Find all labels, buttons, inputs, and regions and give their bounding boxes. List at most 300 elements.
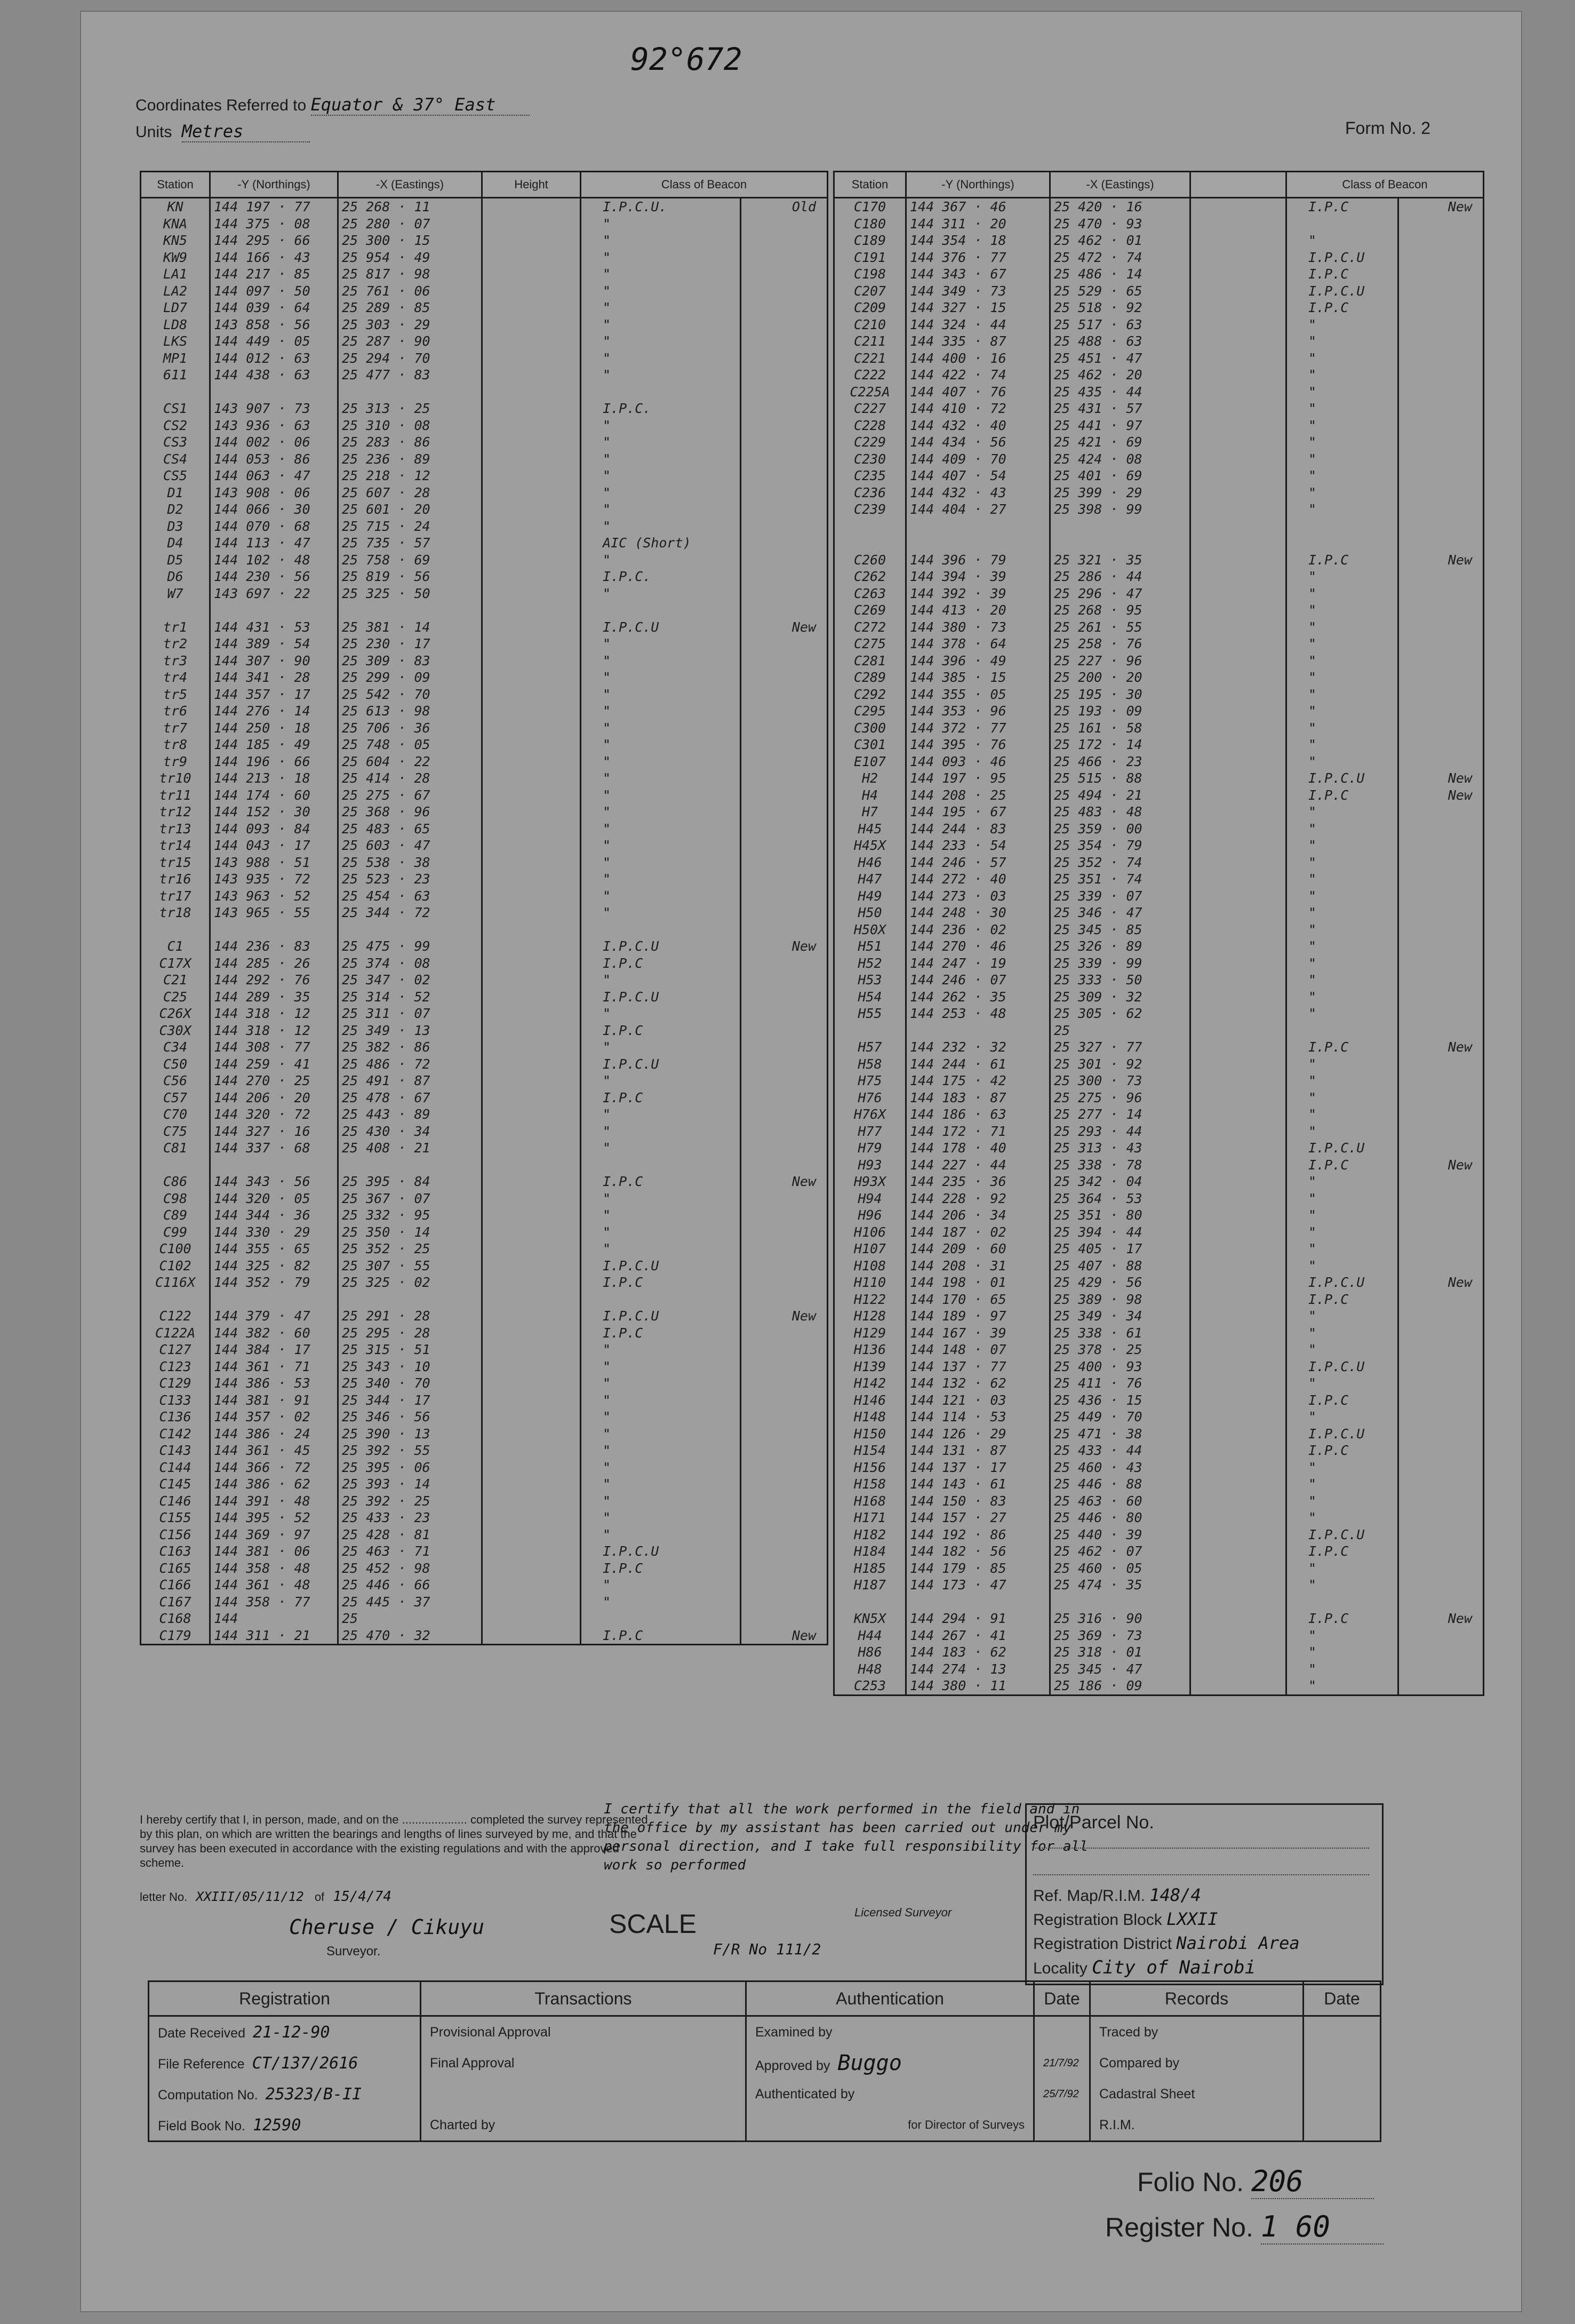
table-cell: I.P.C: [1286, 1543, 1398, 1560]
table-cell: [1190, 1661, 1286, 1678]
table-row: [141, 753, 828, 770]
table-cell: ": [581, 770, 741, 787]
table-row: [141, 1560, 828, 1577]
table-cell: 25 451 · 47: [1050, 350, 1190, 367]
table-cell: 144 391 · 48: [210, 1493, 338, 1510]
table-row: [141, 1358, 828, 1375]
table-cell: ": [1286, 1560, 1398, 1577]
table-cell: [1190, 1089, 1286, 1107]
table-cell: [1190, 1157, 1286, 1174]
table-cell: ": [1286, 837, 1398, 854]
approved-date: 21/7/92: [1034, 2048, 1090, 2079]
table-cell: [1190, 1610, 1286, 1627]
block-row: [1033, 1909, 1218, 1929]
table-row: [834, 955, 1484, 972]
table-cell: [482, 198, 581, 216]
table-cell: [338, 602, 482, 619]
table-cell: 25 200 · 20: [1050, 669, 1190, 686]
surveyor-label: Surveyor.: [326, 1944, 381, 1959]
table-cell: C81: [141, 1140, 210, 1157]
right-col-0: Station: [834, 172, 906, 198]
table-row: [834, 484, 1484, 502]
table-cell: [1190, 1493, 1286, 1510]
right-col-4: Class of Beacon: [1286, 172, 1484, 198]
table-cell: C221: [834, 350, 906, 367]
table-row: [834, 652, 1484, 670]
table-cell: 144 385 · 15: [906, 669, 1050, 686]
table-row: [141, 350, 828, 367]
table-cell: ": [1286, 1493, 1398, 1510]
table-cell: [741, 1493, 828, 1510]
table-cell: 25 344 · 72: [338, 904, 482, 921]
table-row: [834, 1677, 1484, 1695]
table-row: [834, 871, 1484, 888]
table-cell: [741, 1375, 828, 1392]
table-cell: [741, 1560, 828, 1577]
table-cell: [1190, 1224, 1286, 1241]
table-cell: 25 515 · 88: [1050, 770, 1190, 787]
table-cell: [482, 1560, 581, 1577]
table-cell: [1398, 1257, 1484, 1275]
table-cell: 144 410 · 72: [906, 400, 1050, 417]
table-cell: ": [581, 1190, 741, 1207]
table-cell: 25 462 · 07: [1050, 1543, 1190, 1560]
table-cell: [741, 535, 828, 552]
table-cell: 144 097 · 50: [210, 283, 338, 300]
table-cell: [741, 216, 828, 233]
table-cell: [581, 602, 741, 619]
table-cell: 144 386 · 53: [210, 1375, 338, 1392]
table-cell: 25 392 · 55: [338, 1442, 482, 1459]
table-cell: [1286, 1022, 1398, 1039]
table-cell: ": [581, 1509, 741, 1526]
table-cell: [741, 635, 828, 652]
table-cell: [482, 484, 581, 502]
table-cell: [1190, 854, 1286, 871]
table-cell: C34: [141, 1039, 210, 1056]
table-cell: 144 289 · 35: [210, 989, 338, 1006]
table-row: [141, 1325, 828, 1342]
table-cell: H58: [834, 1056, 906, 1073]
table-cell: [1398, 821, 1484, 838]
table-cell: H168: [834, 1493, 906, 1510]
table-cell: 144 274 · 13: [906, 1661, 1050, 1678]
register-value: 1 60: [1261, 2210, 1384, 2245]
table-cell: ": [581, 703, 741, 720]
table-cell: [581, 1610, 741, 1627]
table-cell: 25 338 · 78: [1050, 1157, 1190, 1174]
table-cell: [1398, 299, 1484, 316]
table-cell: 25 819 · 56: [338, 568, 482, 585]
table-cell: tr12: [141, 803, 210, 821]
table-cell: [741, 652, 828, 670]
table-cell: C281: [834, 652, 906, 670]
table-cell: [741, 803, 828, 821]
table-cell: 25 491 · 87: [338, 1072, 482, 1089]
table-cell: [1190, 1140, 1286, 1157]
table-cell: [741, 686, 828, 703]
table-cell: 144 358 · 48: [210, 1560, 338, 1577]
table-cell: 25 382 · 86: [338, 1039, 482, 1056]
table-cell: [1398, 283, 1484, 300]
examined-by: Examined by: [746, 2016, 1034, 2048]
table-cell: ": [581, 1106, 741, 1123]
table-cell: I.P.C.U: [1286, 770, 1398, 787]
table-cell: 25 601 · 20: [338, 501, 482, 518]
table-cell: New: [1398, 198, 1484, 216]
table-cell: [1398, 568, 1484, 585]
table-cell: ": [1286, 1072, 1398, 1089]
table-cell: 144 195 · 67: [906, 803, 1050, 821]
registration-table: [148, 1980, 1381, 2142]
table-row: [834, 333, 1484, 350]
table-row: [834, 1560, 1484, 1577]
block-label: Registration Block: [1033, 1911, 1162, 1929]
table-cell: [1190, 1442, 1286, 1459]
table-cell: [741, 1325, 828, 1342]
table-cell: [482, 1140, 581, 1157]
table-row: [141, 216, 828, 233]
table-cell: C122: [141, 1308, 210, 1325]
table-cell: [338, 1291, 482, 1308]
table-cell: ": [581, 451, 741, 468]
table-cell: ": [581, 585, 741, 602]
table-cell: 144 324 · 44: [906, 316, 1050, 333]
table-cell: C50: [141, 1056, 210, 1073]
table-row: [141, 299, 828, 316]
table-cell: ": [1286, 1240, 1398, 1257]
table-cell: 144 267 · 41: [906, 1627, 1050, 1644]
table-cell: 25 309 · 32: [1050, 989, 1190, 1006]
table-row: [834, 434, 1484, 451]
table-cell: [1190, 367, 1286, 384]
table-cell: [1398, 1358, 1484, 1375]
table-cell: 144 396 · 49: [906, 652, 1050, 670]
table-cell: H79: [834, 1140, 906, 1157]
table-cell: C225A: [834, 384, 906, 401]
table-cell: [1190, 1375, 1286, 1392]
table-cell: [482, 216, 581, 233]
table-cell: 25 359 · 00: [1050, 821, 1190, 838]
table-cell: 25 327 · 77: [1050, 1039, 1190, 1056]
table-cell: ": [1286, 1341, 1398, 1358]
table-cell: I.P.C: [1286, 299, 1398, 316]
table-cell: 25 446 · 88: [1050, 1476, 1190, 1493]
table-cell: C56: [141, 1072, 210, 1089]
table-cell: ": [1286, 1308, 1398, 1325]
table-cell: tr8: [141, 736, 210, 753]
table-cell: [741, 367, 828, 384]
table-cell: tr11: [141, 787, 210, 804]
table-row: [834, 686, 1484, 703]
table-row: [141, 972, 828, 989]
table-cell: ": [1286, 1644, 1398, 1661]
table-cell: 144 070 · 68: [210, 518, 338, 535]
table-row: [141, 1224, 828, 1241]
table-cell: [1398, 1493, 1484, 1510]
table-cell: [741, 400, 828, 417]
table-cell: 144 392 · 39: [906, 585, 1050, 602]
table-cell: [1398, 1476, 1484, 1493]
table-row: [141, 669, 828, 686]
table-row: [834, 1072, 1484, 1089]
table-cell: H49: [834, 888, 906, 905]
table-cell: 144 357 · 02: [210, 1408, 338, 1426]
table-cell: [1190, 736, 1286, 753]
table-cell: 25 472 · 74: [1050, 249, 1190, 266]
table-row: [834, 619, 1484, 636]
table-cell: [1190, 1207, 1286, 1224]
table-cell: ": [581, 1224, 741, 1241]
table-row: [141, 904, 828, 921]
table-cell: 25 333 · 50: [1050, 972, 1190, 989]
table-cell: [1190, 1039, 1286, 1056]
table-cell: [741, 1089, 828, 1107]
table-cell: [482, 753, 581, 770]
table-cell: CS1: [141, 400, 210, 417]
table-cell: I.P.C.U: [581, 989, 741, 1006]
table-cell: [741, 333, 828, 350]
table-row: [141, 1426, 828, 1443]
authenticated-date: 25/7/92: [1034, 2079, 1090, 2110]
table-cell: [1398, 585, 1484, 602]
table-cell: tr5: [141, 686, 210, 703]
table-cell: ": [1286, 888, 1398, 905]
table-cell: 25 517 · 63: [1050, 316, 1190, 333]
table-row: [141, 703, 828, 720]
table-cell: 25 435 · 44: [1050, 384, 1190, 401]
table-cell: [482, 635, 581, 652]
table-cell: 144 197 · 77: [210, 198, 338, 216]
table-cell: [741, 1341, 828, 1358]
table-cell: 25 352 · 25: [338, 1240, 482, 1257]
table-row: [834, 1274, 1484, 1291]
table-cell: ": [581, 417, 741, 434]
table-cell: [1190, 921, 1286, 938]
table-cell: ": [1286, 821, 1398, 838]
table-cell: New: [741, 1308, 828, 1325]
table-cell: ": [1286, 803, 1398, 821]
table-cell: LA1: [141, 266, 210, 283]
table-cell: 25 431 · 57: [1050, 400, 1190, 417]
table-row: [141, 1173, 828, 1190]
table-cell: H93: [834, 1157, 906, 1174]
table-cell: ": [581, 249, 741, 266]
table-cell: C239: [834, 501, 906, 518]
table-cell: 144 432 · 40: [906, 417, 1050, 434]
table-cell: [1190, 635, 1286, 652]
table-cell: H185: [834, 1560, 906, 1577]
district-row: [1033, 1933, 1300, 1953]
table-row: [141, 955, 828, 972]
table-cell: [741, 467, 828, 484]
table-cell: [482, 1022, 581, 1039]
parcel-info-box: [1025, 1803, 1384, 1985]
table-cell: ": [581, 1493, 741, 1510]
table-cell: 144 262 · 35: [906, 989, 1050, 1006]
table-cell: 25 470 · 93: [1050, 216, 1190, 233]
table-cell: [1190, 888, 1286, 905]
table-cell: ": [581, 467, 741, 484]
table-cell: [1398, 703, 1484, 720]
table-cell: ": [1286, 350, 1398, 367]
table-cell: [482, 720, 581, 737]
table-cell: C21: [141, 972, 210, 989]
table-cell: [1190, 770, 1286, 787]
table-cell: H129: [834, 1325, 906, 1342]
table-cell: [1190, 1476, 1286, 1493]
table-cell: ": [581, 434, 741, 451]
table-cell: tr6: [141, 703, 210, 720]
table-cell: [741, 720, 828, 737]
table-cell: ": [1286, 1106, 1398, 1123]
table-cell: [482, 1190, 581, 1207]
table-row: [141, 384, 828, 401]
table-cell: 25 315 · 51: [338, 1341, 482, 1358]
table-cell: 144 380 · 73: [906, 619, 1050, 636]
table-cell: 144 352 · 79: [210, 1274, 338, 1291]
table-cell: [1190, 350, 1286, 367]
table-row: [141, 803, 828, 821]
survey-sheet: [80, 11, 1522, 2312]
table-cell: 144 270 · 25: [210, 1072, 338, 1089]
table-cell: [741, 669, 828, 686]
table-cell: [141, 1157, 210, 1174]
table-cell: 25 405 · 17: [1050, 1240, 1190, 1257]
table-cell: [741, 1005, 828, 1022]
table-row: [141, 1157, 828, 1174]
table-cell: C235: [834, 467, 906, 484]
table-cell: [741, 1190, 828, 1207]
table-cell: [741, 770, 828, 787]
table-cell: D3: [141, 518, 210, 535]
table-cell: tr15: [141, 854, 210, 871]
table-cell: [482, 1308, 581, 1325]
table-cell: [1190, 1392, 1286, 1409]
table-cell: 144 232 · 32: [906, 1039, 1050, 1056]
table-row: [141, 821, 828, 838]
table-cell: [741, 989, 828, 1006]
file-reference-cell: File Reference CT/137/2616: [149, 2048, 421, 2079]
table-cell: ": [1286, 1005, 1398, 1022]
table-row: [141, 1476, 828, 1493]
table-row: [834, 1392, 1484, 1409]
table-cell: ": [1286, 1257, 1398, 1275]
table-cell: [741, 1072, 828, 1089]
table-row: [141, 501, 828, 518]
table-cell: H171: [834, 1509, 906, 1526]
table-cell: 25 296 · 47: [1050, 585, 1190, 602]
table-cell: ": [1286, 635, 1398, 652]
table-cell: ": [581, 1123, 741, 1140]
right-col-2: -X (Eastings): [1050, 172, 1190, 198]
table-row: [834, 1408, 1484, 1426]
table-cell: [741, 484, 828, 502]
letter-label: letter No.: [140, 1890, 188, 1904]
table-cell: ": [581, 266, 741, 283]
table-cell: [1286, 216, 1398, 233]
table-cell: 144 349 · 73: [906, 283, 1050, 300]
table-cell: [1398, 266, 1484, 283]
table-cell: ": [1286, 1056, 1398, 1073]
table-row: [141, 921, 828, 938]
table-cell: H122: [834, 1291, 906, 1308]
table-cell: H154: [834, 1442, 906, 1459]
table-cell: ": [581, 972, 741, 989]
table-cell: [482, 417, 581, 434]
table-cell: ": [1286, 1123, 1398, 1140]
table-cell: [1190, 198, 1286, 216]
table-row: [834, 350, 1484, 367]
table-cell: [741, 955, 828, 972]
table-row: [834, 1459, 1484, 1476]
letter-date: 15/4/74: [333, 1889, 391, 1905]
table-row: [834, 1426, 1484, 1443]
table-cell: 25 299 · 09: [338, 669, 482, 686]
table-cell: ": [1286, 367, 1398, 384]
table-cell: [482, 1610, 581, 1627]
table-cell: 25 392 · 25: [338, 1493, 482, 1510]
table-cell: C168: [141, 1610, 210, 1627]
top-note: 92°672: [630, 41, 742, 77]
table-cell: ": [581, 1476, 741, 1493]
table-cell: [482, 1274, 581, 1291]
left-col-4: Class of Beacon: [581, 172, 828, 198]
table-cell: ": [581, 1577, 741, 1594]
table-cell: [1190, 400, 1286, 417]
table-cell: ": [1286, 652, 1398, 670]
table-cell: 144 361 · 45: [210, 1442, 338, 1459]
table-cell: [482, 384, 581, 401]
table-cell: [834, 1594, 906, 1611]
table-cell: [1398, 1140, 1484, 1157]
table-cell: [741, 736, 828, 753]
ref-map-label: Ref. Map/R.I.M.: [1033, 1887, 1146, 1905]
table-cell: I.P.C.U: [581, 1056, 741, 1073]
table-cell: New: [741, 619, 828, 636]
table-cell: [482, 501, 581, 518]
table-cell: [741, 1039, 828, 1056]
provisional-approval: Provisional Approval: [421, 2016, 746, 2048]
table-cell: 25 349 · 34: [1050, 1308, 1190, 1325]
table-cell: [1398, 1072, 1484, 1089]
table-cell: 25 446 · 80: [1050, 1509, 1190, 1526]
table-cell: [1190, 938, 1286, 955]
table-cell: 25 449 · 70: [1050, 1408, 1190, 1426]
table-cell: I.P.C: [581, 1274, 741, 1291]
table-row: [141, 837, 828, 854]
table-row: [834, 1224, 1484, 1241]
table-row: [141, 1039, 828, 1056]
table-cell: ": [581, 803, 741, 821]
table-cell: [741, 249, 828, 266]
table-cell: KW9: [141, 249, 210, 266]
table-cell: [834, 535, 906, 552]
table-cell: tr2: [141, 635, 210, 652]
table-cell: 25 230 · 17: [338, 635, 482, 652]
table-cell: [482, 1341, 581, 1358]
table-row: [834, 1375, 1484, 1392]
table-row: [141, 854, 828, 871]
table-cell: I.P.C: [581, 1560, 741, 1577]
table-cell: 144 126 · 29: [906, 1426, 1050, 1443]
table-row: [834, 249, 1484, 266]
table-cell: ": [581, 1408, 741, 1426]
table-cell: [482, 972, 581, 989]
table-cell: 25 326 · 89: [1050, 938, 1190, 955]
table-cell: 25 325 · 02: [338, 1274, 482, 1291]
table-cell: H51: [834, 938, 906, 955]
